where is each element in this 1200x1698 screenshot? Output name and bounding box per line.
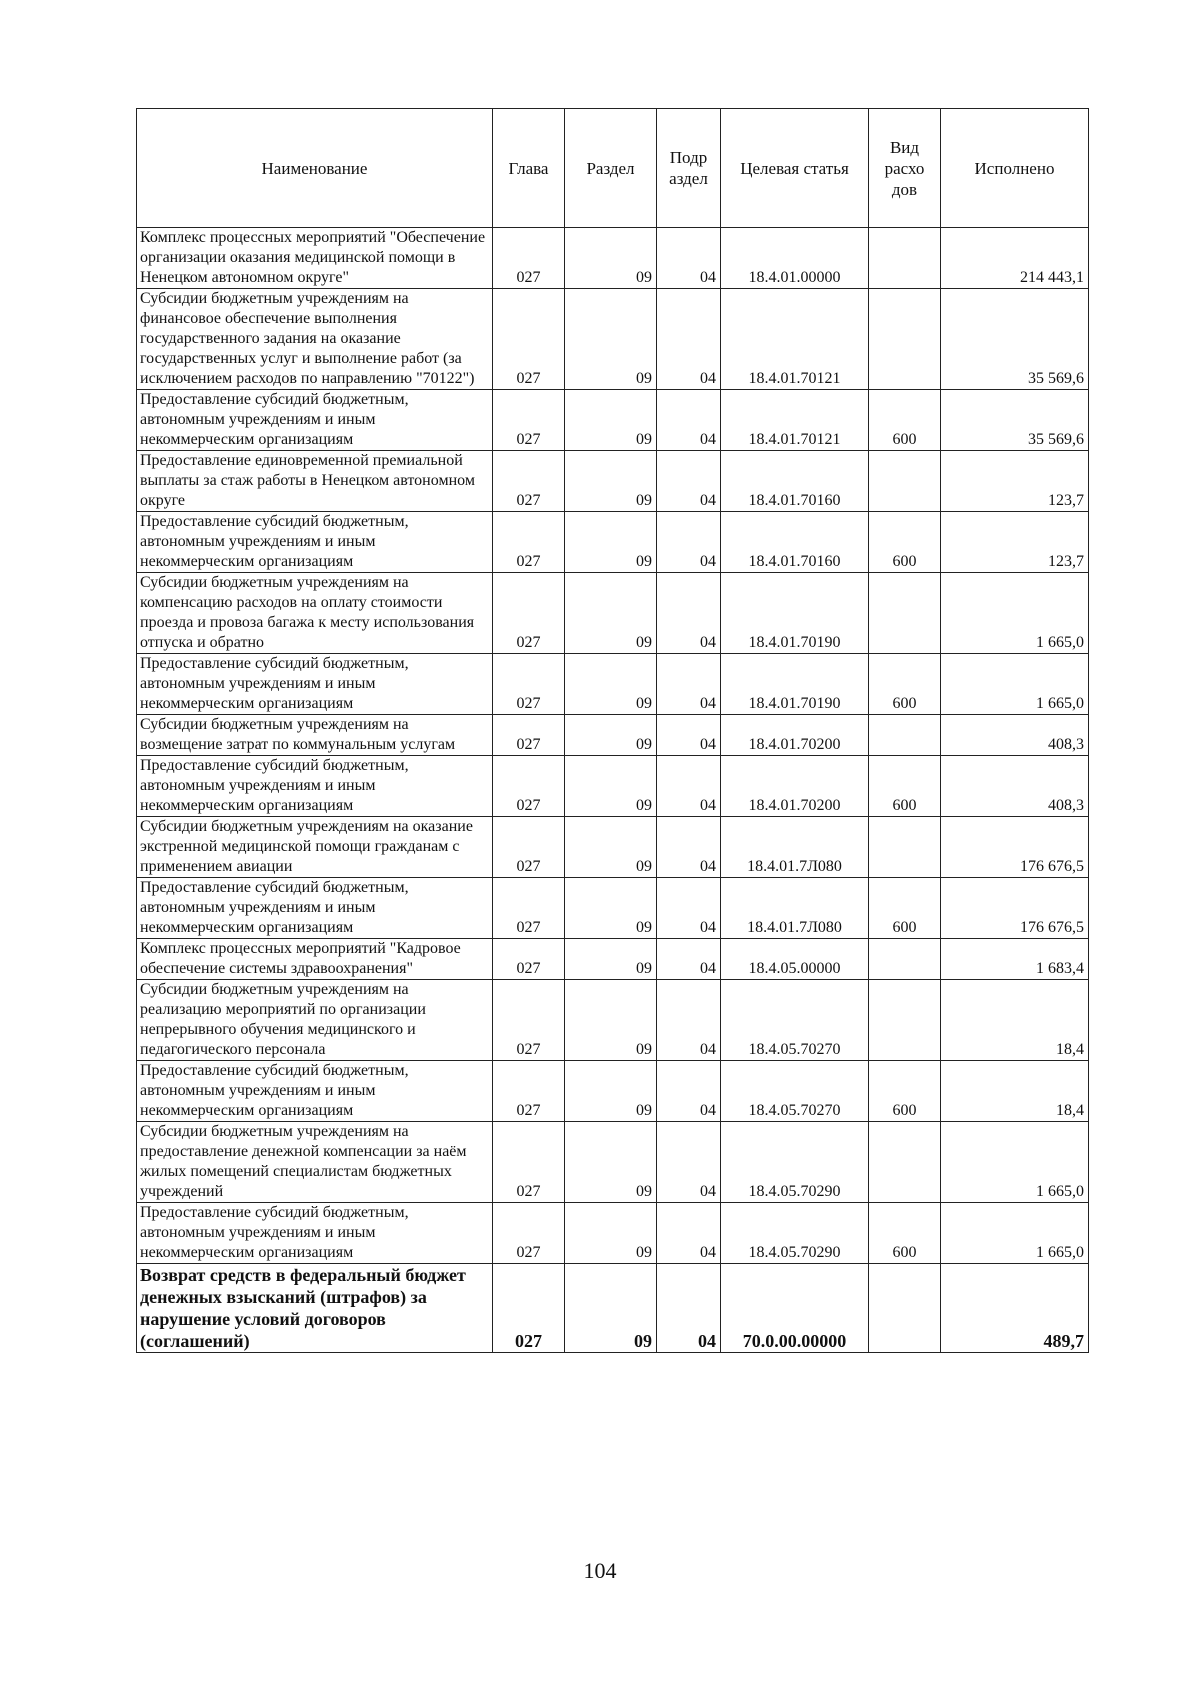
cell-subsection: 04 [657, 390, 721, 451]
cell-executed: 176 676,5 [941, 817, 1089, 878]
cell-section: 09 [565, 715, 657, 756]
cell-chapter: 027 [493, 980, 565, 1061]
table-row [137, 980, 1089, 1061]
cell-executed: 35 569,6 [941, 390, 1089, 451]
cell-kind [869, 289, 941, 390]
cell-kind [869, 939, 941, 980]
cell-chapter: 027 [493, 756, 565, 817]
cell-target: 18.4.01.70160 [721, 512, 869, 573]
cell-subsection: 04 [657, 289, 721, 390]
table-row [137, 1264, 1089, 1353]
cell-subsection: 04 [657, 654, 721, 715]
cell-subsection: 04 [657, 573, 721, 654]
cell-chapter: 027 [493, 878, 565, 939]
cell-kind: 600 [869, 756, 941, 817]
cell-chapter: 027 [493, 1122, 565, 1203]
cell-name: Предоставление единовременной премиальной выплаты за стаж работы в Ненецком автономном округе [137, 451, 493, 512]
cell-name: Предоставление субсидий бюджетным, автономным учреждениям и иным некоммерческим организациям [137, 756, 493, 817]
cell-name: Субсидии бюджетным учреждениям на финансовое обеспечение выполнения государственного задания на оказание государственных услуг и выполнение работ (за исключением расходов по направлению "70122") [137, 289, 493, 390]
cell-name: Предоставление субсидий бюджетным, автономным учреждениям и иным некоммерческим организациям [137, 390, 493, 451]
cell-target: 18.4.01.00000 [721, 228, 869, 289]
cell-section: 09 [565, 756, 657, 817]
cell-section: 09 [565, 289, 657, 390]
cell-target: 18.4.01.70121 [721, 390, 869, 451]
header-chapter: Глава [493, 109, 565, 228]
cell-executed: 408,3 [941, 715, 1089, 756]
cell-name: Предоставление субсидий бюджетным, автономным учреждениям и иным некоммерческим организациям [137, 654, 493, 715]
cell-name: Комплекс процессных мероприятий "Кадровое обеспечение системы здравоохранения" [137, 939, 493, 980]
cell-section: 09 [565, 228, 657, 289]
cell-chapter: 027 [493, 1264, 565, 1353]
cell-section: 09 [565, 573, 657, 654]
cell-section: 09 [565, 654, 657, 715]
cell-name: Предоставление субсидий бюджетным, автономным учреждениям и иным некоммерческим организациям [137, 1203, 493, 1264]
table-row [137, 756, 1089, 817]
cell-chapter: 027 [493, 939, 565, 980]
cell-kind: 600 [869, 878, 941, 939]
cell-target: 18.4.01.70190 [721, 573, 869, 654]
cell-kind: 600 [869, 654, 941, 715]
cell-executed: 489,7 [941, 1264, 1089, 1353]
table-row [137, 1061, 1089, 1122]
cell-chapter: 027 [493, 1203, 565, 1264]
cell-section: 09 [565, 878, 657, 939]
table-row [137, 817, 1089, 878]
cell-target: 18.4.05.00000 [721, 939, 869, 980]
header-section: Раздел [565, 109, 657, 228]
cell-kind [869, 451, 941, 512]
cell-target: 70.0.00.00000 [721, 1264, 869, 1353]
cell-section: 09 [565, 1122, 657, 1203]
cell-subsection: 04 [657, 1061, 721, 1122]
cell-executed: 1 665,0 [941, 654, 1089, 715]
cell-subsection: 04 [657, 512, 721, 573]
cell-target: 18.4.01.70200 [721, 715, 869, 756]
table-body [137, 228, 1089, 1353]
cell-target: 18.4.05.70270 [721, 1061, 869, 1122]
cell-executed: 214 443,1 [941, 228, 1089, 289]
cell-name: Предоставление субсидий бюджетным, автономным учреждениям и иным некоммерческим организациям [137, 878, 493, 939]
cell-subsection: 04 [657, 715, 721, 756]
cell-chapter: 027 [493, 654, 565, 715]
cell-kind: 600 [869, 512, 941, 573]
cell-kind [869, 1264, 941, 1353]
cell-chapter: 027 [493, 573, 565, 654]
table-row [137, 715, 1089, 756]
cell-chapter: 027 [493, 451, 565, 512]
cell-kind [869, 715, 941, 756]
cell-executed: 1 683,4 [941, 939, 1089, 980]
cell-section: 09 [565, 1264, 657, 1353]
cell-kind [869, 573, 941, 654]
budget-table-sheet [136, 108, 1088, 1353]
cell-chapter: 027 [493, 715, 565, 756]
cell-executed: 18,4 [941, 1061, 1089, 1122]
cell-name: Предоставление субсидий бюджетным, автономным учреждениям и иным некоммерческим организациям [137, 1061, 493, 1122]
cell-executed: 1 665,0 [941, 1122, 1089, 1203]
cell-subsection: 04 [657, 1203, 721, 1264]
table-row [137, 390, 1089, 451]
cell-target: 18.4.01.70200 [721, 756, 869, 817]
cell-subsection: 04 [657, 980, 721, 1061]
cell-kind: 600 [869, 1203, 941, 1264]
cell-chapter: 027 [493, 817, 565, 878]
table-row [137, 512, 1089, 573]
cell-name: Субсидии бюджетным учреждениям на оказание экстренной медицинской помощи гражданам с применением авиации [137, 817, 493, 878]
cell-section: 09 [565, 817, 657, 878]
cell-target: 18.4.05.70290 [721, 1122, 869, 1203]
cell-name: Возврат средств в федеральный бюджет денежных взысканий (штрафов) за нарушение условий договоров (соглашений) [137, 1264, 493, 1353]
cell-kind [869, 1122, 941, 1203]
cell-name: Субсидии бюджетным учреждениям на компенсацию расходов на оплату стоимости проезда и провоза багажа к месту использования отпуска и обратно [137, 573, 493, 654]
cell-chapter: 027 [493, 512, 565, 573]
cell-kind [869, 228, 941, 289]
cell-kind: 600 [869, 390, 941, 451]
cell-chapter: 027 [493, 289, 565, 390]
header-subsection: Подр аздел [657, 109, 721, 228]
cell-name: Субсидии бюджетным учреждениям на реализацию мероприятий по организации непрерывного обучения медицинского и педагогического персонала [137, 980, 493, 1061]
cell-name: Предоставление субсидий бюджетным, автономным учреждениям и иным некоммерческим организациям [137, 512, 493, 573]
table-row [137, 451, 1089, 512]
cell-chapter: 027 [493, 1061, 565, 1122]
cell-section: 09 [565, 939, 657, 980]
cell-executed: 123,7 [941, 451, 1089, 512]
table-row [137, 1122, 1089, 1203]
cell-target: 18.4.05.70270 [721, 980, 869, 1061]
cell-target: 18.4.01.70190 [721, 654, 869, 715]
cell-subsection: 04 [657, 228, 721, 289]
table-header-row [137, 109, 1089, 228]
cell-name: Субсидии бюджетным учреждениям на предоставление денежной компенсации за наём жилых помещений специалистам бюджетных учреждений [137, 1122, 493, 1203]
cell-section: 09 [565, 451, 657, 512]
page-number: 104 [583, 1558, 617, 1583]
cell-subsection: 04 [657, 878, 721, 939]
header-target: Целевая статья [721, 109, 869, 228]
cell-target: 18.4.01.70160 [721, 451, 869, 512]
cell-executed: 408,3 [941, 756, 1089, 817]
cell-kind: 600 [869, 1061, 941, 1122]
cell-kind [869, 817, 941, 878]
cell-subsection: 04 [657, 817, 721, 878]
header-executed: Исполнено [941, 109, 1089, 228]
cell-subsection: 04 [657, 1264, 721, 1353]
cell-section: 09 [565, 1061, 657, 1122]
cell-kind [869, 980, 941, 1061]
table-row [137, 1203, 1089, 1264]
cell-executed: 176 676,5 [941, 878, 1089, 939]
cell-name: Субсидии бюджетным учреждениям на возмещение затрат по коммунальным услугам [137, 715, 493, 756]
cell-subsection: 04 [657, 756, 721, 817]
cell-executed: 123,7 [941, 512, 1089, 573]
table-row [137, 939, 1089, 980]
cell-name: Комплекс процессных мероприятий "Обеспечение организации оказания медицинской помощи в Ненецком автономном округе" [137, 228, 493, 289]
cell-executed: 1 665,0 [941, 1203, 1089, 1264]
cell-section: 09 [565, 1203, 657, 1264]
table-row [137, 289, 1089, 390]
table-row [137, 228, 1089, 289]
cell-subsection: 04 [657, 1122, 721, 1203]
cell-executed: 1 665,0 [941, 573, 1089, 654]
table-row [137, 878, 1089, 939]
budget-execution-table [136, 108, 1089, 1353]
cell-section: 09 [565, 390, 657, 451]
cell-section: 09 [565, 512, 657, 573]
cell-target: 18.4.01.7Л080 [721, 878, 869, 939]
cell-subsection: 04 [657, 939, 721, 980]
cell-target: 18.4.05.70290 [721, 1203, 869, 1264]
cell-target: 18.4.01.70121 [721, 289, 869, 390]
cell-chapter: 027 [493, 390, 565, 451]
table-row [137, 654, 1089, 715]
cell-subsection: 04 [657, 451, 721, 512]
cell-section: 09 [565, 980, 657, 1061]
header-kind: Вид расхо дов [869, 109, 941, 228]
cell-executed: 18,4 [941, 980, 1089, 1061]
header-name: Наименование [137, 109, 493, 228]
cell-executed: 35 569,6 [941, 289, 1089, 390]
table-row [137, 573, 1089, 654]
cell-target: 18.4.01.7Л080 [721, 817, 869, 878]
cell-chapter: 027 [493, 228, 565, 289]
